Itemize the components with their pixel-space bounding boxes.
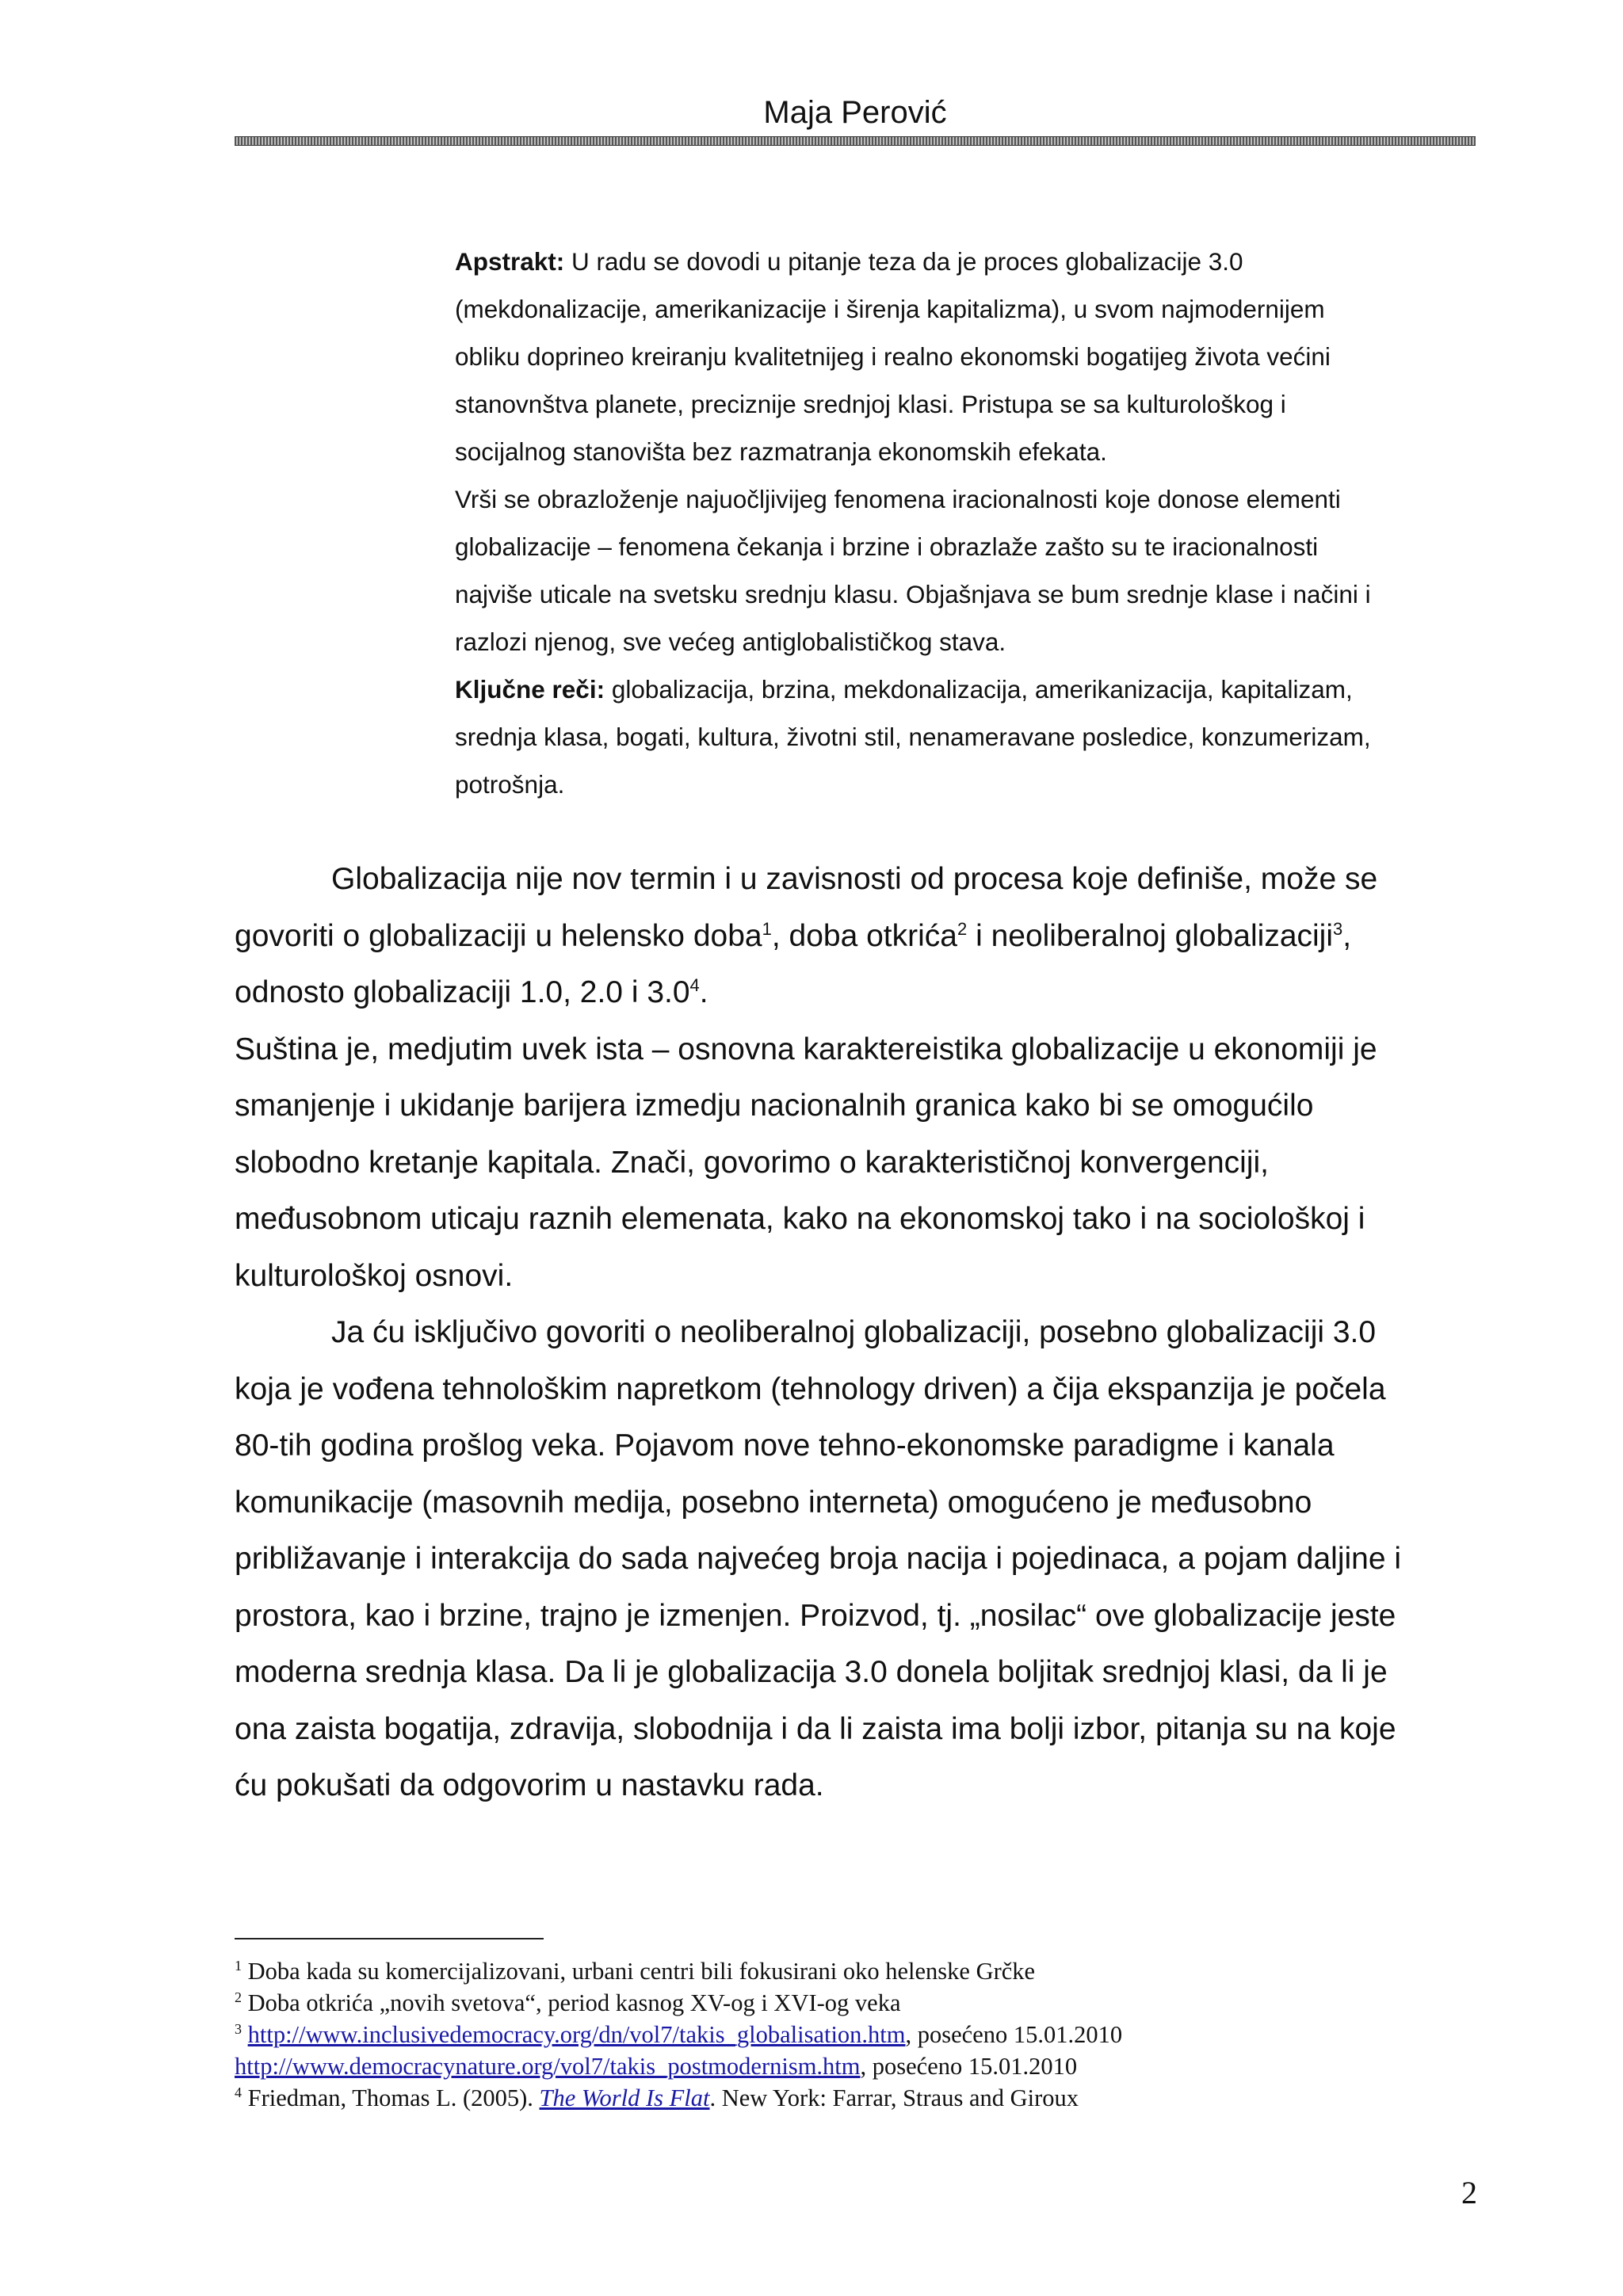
body-line: odnosto globalizaciji 1.0, 2.0 i $3.0^4$. xyxy=(235,975,708,1009)
body-line: kulturološkoj osnovi. xyxy=(235,1258,514,1293)
abstract-line: obliku doprineo kreiranju kvalitetnijeg i realno ekonomski bogatijeg života većini xyxy=(455,342,1331,371)
body-text xyxy=(235,851,1487,1814)
footnote-ref[interactable]: 3 xyxy=(1333,918,1343,939)
footnote-2: $^2$ Doba otkrića „novih svetova“, period kasnog XV-og i XVI-og veka xyxy=(235,1989,901,2016)
abstract-line: globalizacije – fenomena čekanja i brzine i obrazlaže zašto su te iracionalnosti xyxy=(455,532,1319,561)
abstract-line: socijalnog stanovišta bez razmatranja ekonomskih efekata. xyxy=(455,437,1107,466)
body-line: približavanje i interakcija do sada najvećeg broja nacija i pojedinaca, a pojam daljine i xyxy=(235,1542,1402,1576)
abstract-line: stanovnštva planete, preciznije srednjoj klasi. Pristupa se sa kulturološkog i xyxy=(455,390,1286,418)
abstract-line: Vrši se obrazloženje najuočljivijeg fenomena iracionalnosti koje donose elementi xyxy=(455,485,1341,513)
body-line: ću pokušati da odgovorim u nastavku rada. xyxy=(235,1768,824,1802)
footnote-4: $^4$ Friedman, Thomas L. (2005). The World Is Flat. New York: Farrar, Straus and Giroux xyxy=(235,2084,1079,2111)
body-line: Suština je, medjutim uvek ista – osnovna karaktereistika globalizacije u ekonomiji je xyxy=(235,1032,1377,1066)
abstract-block xyxy=(455,238,1485,808)
keywords-line: potrošnja. xyxy=(455,770,565,799)
body-line: 80-tih godina prošlog veka. Pojavom nove tehno-ekonomske paradigme i kanala xyxy=(235,1428,1335,1463)
body-line: ona zaista bogatija, zdravija, slobodnija i da li zaista ima bolji izbor, pitanja su na koje xyxy=(235,1711,1396,1746)
keywords-line: srednja klasa, bogati, kultura, životni stil, nenameravane posledice, konzumerizam, xyxy=(455,723,1371,751)
body-line: Globalizacija nije nov termin i u zavisnosti od procesa koje definiše, može se xyxy=(331,862,1378,896)
body-line: prostora, kao i brzine, trajno je izmenjen. Proizvod, tj. „nosilac“ ove globalizacije jeste xyxy=(235,1598,1396,1633)
footnote-ref[interactable]: 4 xyxy=(689,975,700,995)
body-line: govoriti o globalizaciji u helensko doba$^1$, doba otkrića$^2$ i neoliberalnoj globalizaciji$^3$, xyxy=(235,918,1352,953)
header-rule xyxy=(235,136,1476,146)
footnote-3: $^3$ http://www.inclusivedemocracy.org/dn/vol7/takis_globalisation.htm, posećeno 15.01.2010 xyxy=(235,2020,1123,2048)
body-line: Ja ću isključivo govoriti o neoliberalnoj globalizaciji, posebno globalizaciji 3.0 xyxy=(331,1315,1377,1349)
keywords-line: Ključne reči: globalizacija, brzina, mekdonalizacija, amerikanizacija, kapitalizam, xyxy=(455,675,1353,704)
body-line: komunikacije (masovnih medija, posebno interneta) omogućeno je međusobno xyxy=(235,1485,1312,1520)
page-number: 2 xyxy=(1461,2175,1477,2210)
body-line: koja je vođena tehnološkim napretkom (tehnology driven) a čija ekspanzija je počela xyxy=(235,1371,1386,1406)
abstract-line: najviše uticale na svetsku srednju klasu. Objašnjava se bum srednje klase i načini i xyxy=(455,580,1371,608)
body-line: međusobnom uticaju raznih elemenata, kako na ekonomskoj tako i na sociološkoj i xyxy=(235,1202,1365,1236)
body-line: moderna srednja klasa. Da li je globalizacija 3.0 donela boljitak srednjoj klasi, da li je xyxy=(235,1655,1388,1689)
book-title-link[interactable]: The World Is Flat xyxy=(539,2084,710,2111)
abstract-label: Apstrakt: xyxy=(455,247,565,276)
abstract-line: (mekdonalizacije, amerikanizacije i širenja kapitalizma), u svom najmodernijem xyxy=(455,295,1325,323)
footnote-1: $^1$ Doba kada su komercijalizovani, urbani centri bili fokusirani oko helenske Grčke xyxy=(235,1957,1036,1985)
body-line: slobodno kretanje kapitala. Znači, govorimo o karakterističnoj konvergenciji, xyxy=(235,1145,1269,1180)
footnote-ref[interactable]: 2 xyxy=(957,918,968,939)
footnote-3-continued: http://www.democracynature.org/vol7/takis_postmodernism.htm, posećeno 15.01.2010 xyxy=(235,2053,1078,2080)
header-author: Maja Perović xyxy=(763,95,947,130)
footnote-ref[interactable]: 1 xyxy=(762,918,772,939)
body-line: smanjenje i ukidanje barijera izmedju nacionalnih granica kako bi se omogućilo xyxy=(235,1089,1314,1123)
abstract-line: razlozi njenog, sve većeg antiglobalističkog stava. xyxy=(455,627,1006,656)
footnote-separator xyxy=(235,1938,544,1939)
abstract-line: Apstrakt: U radu se dovodi u pitanje teza da je proces globalizacije 3.0 xyxy=(455,247,1243,276)
footnote-link[interactable]: http://www.inclusivedemocracy.org/dn/vol7/takis_globalisation.htm xyxy=(247,2021,906,2048)
keywords-label: Ključne reči: xyxy=(455,675,605,704)
footnote-link[interactable]: http://www.democracynature.org/vol7/takis_postmodernism.htm xyxy=(235,2053,861,2080)
footnotes xyxy=(235,1955,1471,2114)
